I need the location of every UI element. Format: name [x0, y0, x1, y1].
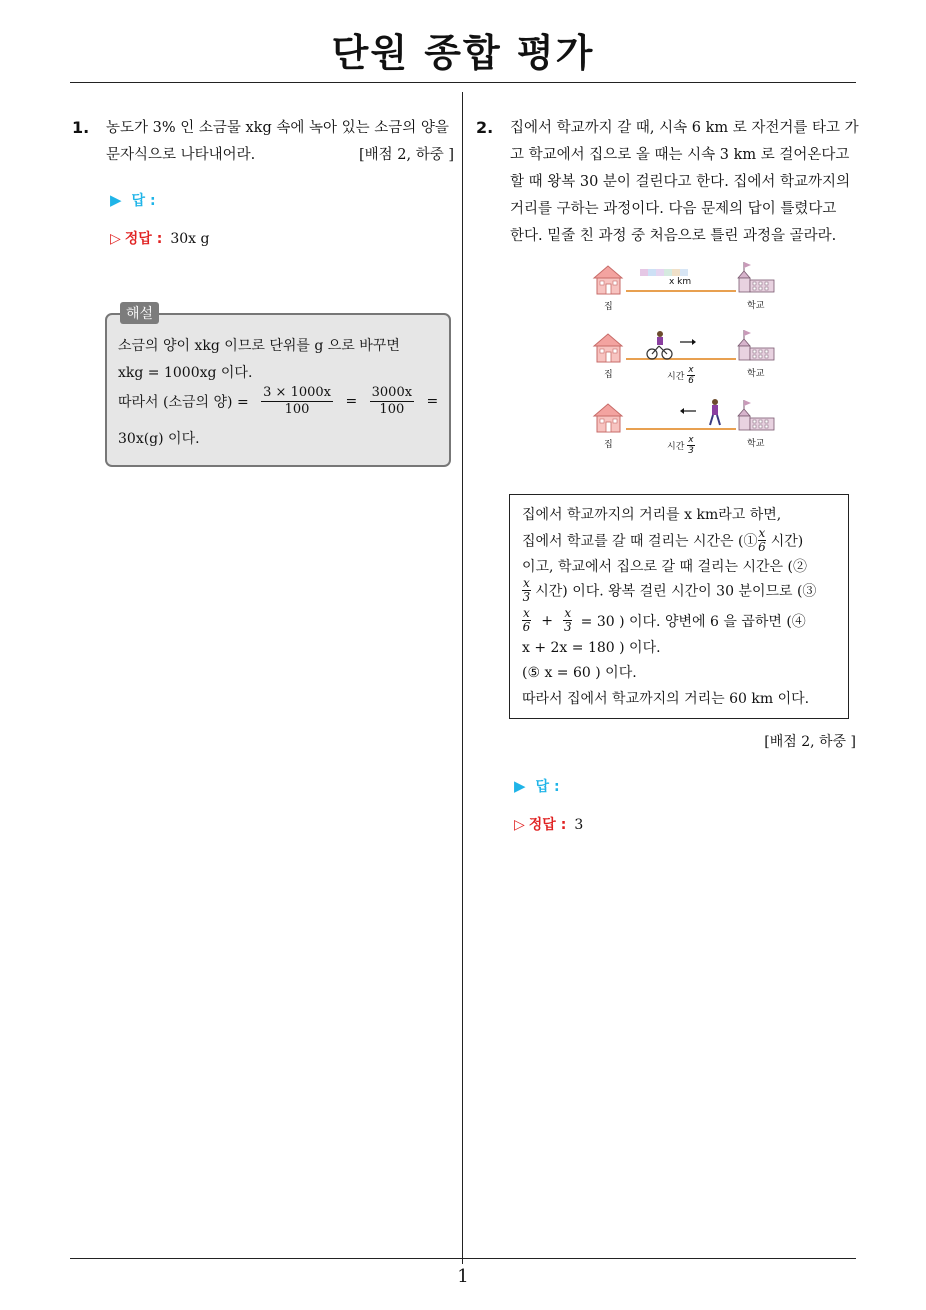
school-icon	[738, 262, 774, 292]
column-divider	[462, 92, 463, 1264]
fig-home-label: 집	[604, 370, 613, 380]
q1-correct-value: 30x g	[170, 231, 210, 247]
q1-number: 1.	[72, 118, 90, 137]
q1-score: [배점 2, 하중 ]	[358, 147, 454, 163]
q2-box-line6: x + 2x = 180 ) 이다.	[522, 640, 661, 656]
q2-box-line7: (⑤ x = 60 ) 이다.	[522, 665, 637, 681]
q2-box-line3: 이고, 학교에서 집으로 갈 때 걸리는 시간은 (②	[522, 559, 807, 575]
triangle-outline-icon: ▷	[514, 817, 525, 833]
q1-sol-line3: 따라서 (소금의 양) = $\frac{3 \times 1000x}{100}$ = $\frac{3000x}{100}$ =	[118, 385, 439, 417]
school-icon	[738, 400, 774, 430]
fig-distance-label: x km	[669, 277, 692, 287]
arrow-right-icon	[680, 339, 696, 345]
q2-box-line4: $\frac{x}{3}$ 시간) 이다. 왕복 걸린 시간이 30 분이므로 (③	[522, 576, 817, 604]
q1-frac2: $\frac{3000x}{100}$	[371, 385, 413, 417]
school-icon	[738, 330, 774, 360]
q1-sol-line1: 소금의 양이 xkg 이므로 단위를 g 으로 바꾸면	[118, 338, 400, 354]
bottom-divider	[70, 1258, 856, 1259]
house-icon	[594, 266, 622, 294]
fig-school-label: 학교	[747, 439, 765, 449]
ruler-icon	[640, 269, 688, 276]
fig-time-label: 시간 $\frac{x}{3}$	[667, 435, 694, 456]
page-title: 단원 종합 평가	[331, 31, 595, 75]
q2-line: 거리를 구하는 과정이다. 다음 문제의 답이 틀렸다고	[510, 201, 837, 217]
walking-person-icon	[710, 399, 720, 425]
top-divider	[70, 82, 856, 83]
q1-solution-tag: 해설	[120, 302, 159, 324]
q2-line: 할 때 왕복 30 분이 걸린다고 한다. 집에서 학교까지의	[510, 174, 851, 190]
q2-line: 한다. 밑줄 친 과정 중 처음으로 틀린 과정을 골라라.	[510, 228, 837, 244]
q1-answer-label: 답 :	[131, 193, 156, 209]
q1-correct-label: 정답 :	[124, 231, 163, 247]
q1-correct	[110, 228, 209, 248]
q1-sol-line4: 30x(g) 이다.	[118, 431, 200, 447]
q1-text	[106, 115, 454, 169]
q2-box-line5: $\frac{x}{6}$ + $\frac{x}{3}$ = 30 ) 이다. 양변에 6 을 곱하면 (④	[522, 606, 806, 634]
q2-number: 2.	[476, 118, 494, 137]
q2-correct-value: 3	[574, 817, 584, 833]
q2-figure	[588, 262, 788, 462]
q1-line2: 문자식으로 나타내어라. [배점 2, 하중 ]	[106, 142, 454, 169]
q1-frac1: $\frac{3 \times 1000x}{100}$	[263, 385, 331, 417]
q2-score: [배점 2, 하중 ]	[764, 734, 856, 750]
q2-correct	[514, 814, 583, 834]
fig-school-label: 학교	[747, 301, 765, 311]
q1-line1: 농도가 3% 인 소금물 xkg 속에 녹아 있는 소금의 양을	[106, 120, 449, 136]
page-number: 1	[457, 1266, 469, 1287]
q2-line: 집에서 학교까지 갈 때, 시속 6 km 로 자전거를 타고 가	[510, 120, 859, 136]
q2-correct-label: 정답 :	[528, 817, 567, 833]
triangle-outline-icon: ▷	[110, 231, 121, 247]
q2-text	[510, 115, 860, 250]
fig-school-label: 학교	[747, 369, 765, 379]
play-icon: ▶	[514, 777, 526, 795]
q2-box-line2: 집에서 학교를 갈 때 걸리는 시간은 (① $\frac{x}{6}$ 시간)	[522, 526, 804, 554]
house-icon	[594, 404, 622, 432]
house-icon	[594, 334, 622, 362]
play-icon: ▶	[110, 191, 122, 209]
bicycle-icon	[647, 331, 672, 359]
q1-answer	[110, 190, 156, 210]
fig-home-label: 집	[604, 440, 613, 450]
q2-box-line1: 집에서 학교까지의 거리를 x km라고 하면,	[522, 507, 782, 523]
arrow-left-icon	[680, 408, 696, 414]
fig-home-label: 집	[604, 302, 613, 312]
fig-time-label: 시간 $\frac{x}{6}$	[667, 365, 694, 386]
q2-line: 고 학교에서 집으로 올 때는 시속 3 km 로 걸어온다고	[510, 147, 850, 163]
q2-answer-label: 답 :	[535, 779, 560, 795]
q2-box-line8: 따라서 집에서 학교까지의 거리는 60 km 이다.	[522, 691, 810, 707]
q2-answer	[514, 776, 560, 796]
q1-sol-line2: xkg = 1000xg 이다.	[118, 365, 253, 381]
